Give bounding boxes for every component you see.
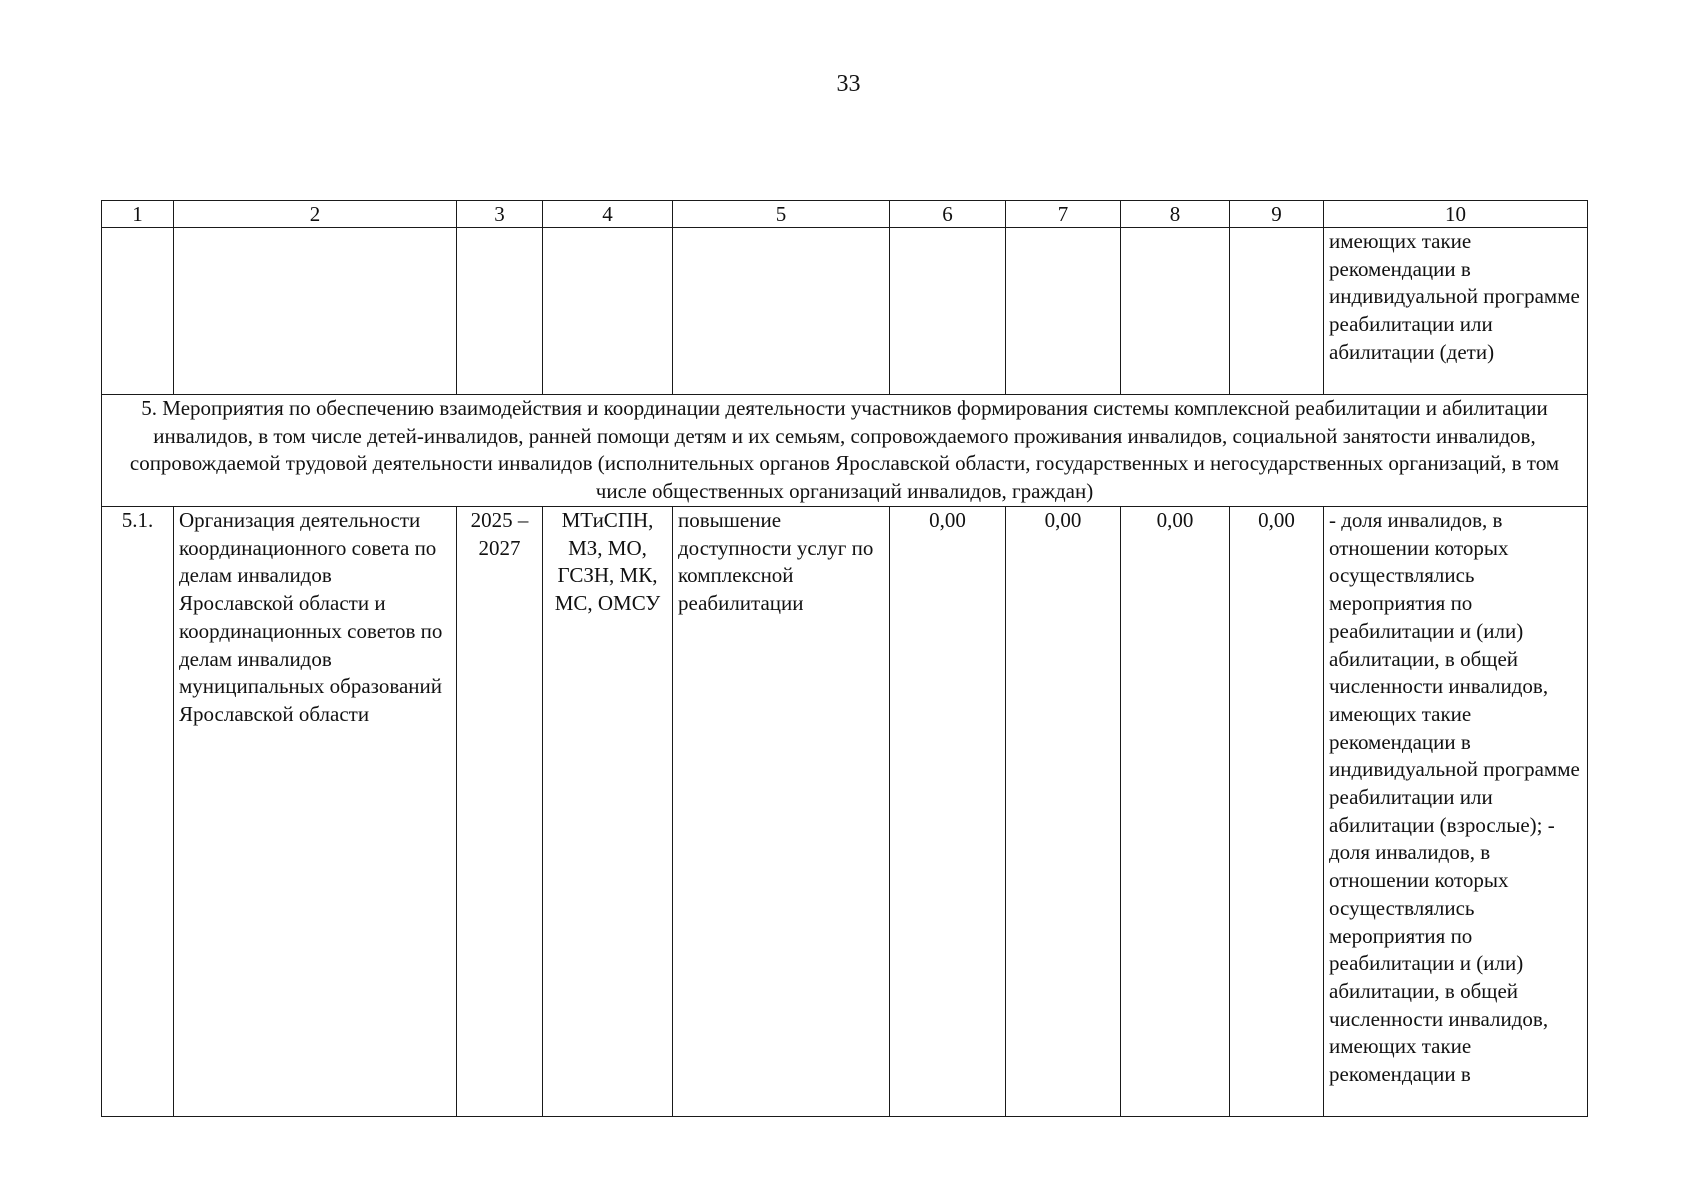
empty-cell (1006, 228, 1121, 395)
empty-cell (174, 228, 457, 395)
section-header-row (102, 395, 1588, 507)
column-number: 1 (102, 201, 174, 228)
empty-cell (890, 228, 1006, 395)
empty-cell (543, 228, 673, 395)
executors-cell: МТиСПН, МЗ, МО, ГСЗН, МК, МС, ОМСУ (543, 507, 673, 1117)
empty-cell (1230, 228, 1324, 395)
empty-cell (673, 228, 890, 395)
page-number: 33 (836, 71, 861, 97)
column-number: 5 (673, 201, 890, 228)
column-number: 6 (890, 201, 1006, 228)
value-cell-7: 0,00 (1006, 507, 1121, 1117)
table-row (102, 507, 1588, 1117)
row-number-cell: 5.1. (102, 507, 174, 1117)
column-number: 9 (1230, 201, 1324, 228)
column-number: 4 (543, 201, 673, 228)
indicators-cell: - доля инвалидов, в отношении которых осуществлялись мероприятия по реабилитации и (или) абилитации, в общей численности инвалидов, имеющих такие рекомендации в индивидуальной программе реабилитации или абилитации (взрослые); - доля инвалидов, в отношении которых осуществлялись мероприятия по реабилитации и (или) абилитации, в общей численности инвалидов, имеющих такие рекомендации в (1324, 507, 1588, 1117)
continued-row (102, 228, 1588, 395)
column-number: 7 (1006, 201, 1121, 228)
empty-cell (457, 228, 543, 395)
measures-table (101, 200, 1588, 1117)
result-cell: повышение доступности услуг по комплексной реабилитации (673, 507, 890, 1117)
column-number: 10 (1324, 201, 1588, 228)
column-number: 2 (174, 201, 457, 228)
empty-cell (102, 228, 174, 395)
continued-indicator-cell: имеющих такие рекомендации в индивидуальной программе реабилитации или абилитации (дети) (1324, 228, 1588, 395)
measure-name-cell: Организация деятельности координационного совета по делам инвалидов Ярославской области и координационных советов по делам инвалидов муниципальных образований Ярославской области (174, 507, 457, 1117)
section-title: 5. Мероприятия по обеспечению взаимодействия и координации деятельности участников формирования системы комплексной реабилитации и абилитации инвалидов, в том числе детей-инвалидов, ранней помощи детям и их семьям, сопровождаемого проживания инвалидов, социальной занятости инвалидов, сопровождаемой трудовой деятельности инвалидов (исполнительных органов Ярославской области, государственных и негосударственных организаций, в том числе общественных организаций инвалидов, граждан) (102, 395, 1588, 507)
value-cell-8: 0,00 (1121, 507, 1230, 1117)
empty-cell (1121, 228, 1230, 395)
column-number: 8 (1121, 201, 1230, 228)
value-cell-6: 0,00 (890, 507, 1006, 1117)
period-cell: 2025 – 2027 (457, 507, 543, 1117)
value-cell-9: 0,00 (1230, 507, 1324, 1117)
column-number: 3 (457, 201, 543, 228)
column-number-row (102, 201, 1588, 228)
